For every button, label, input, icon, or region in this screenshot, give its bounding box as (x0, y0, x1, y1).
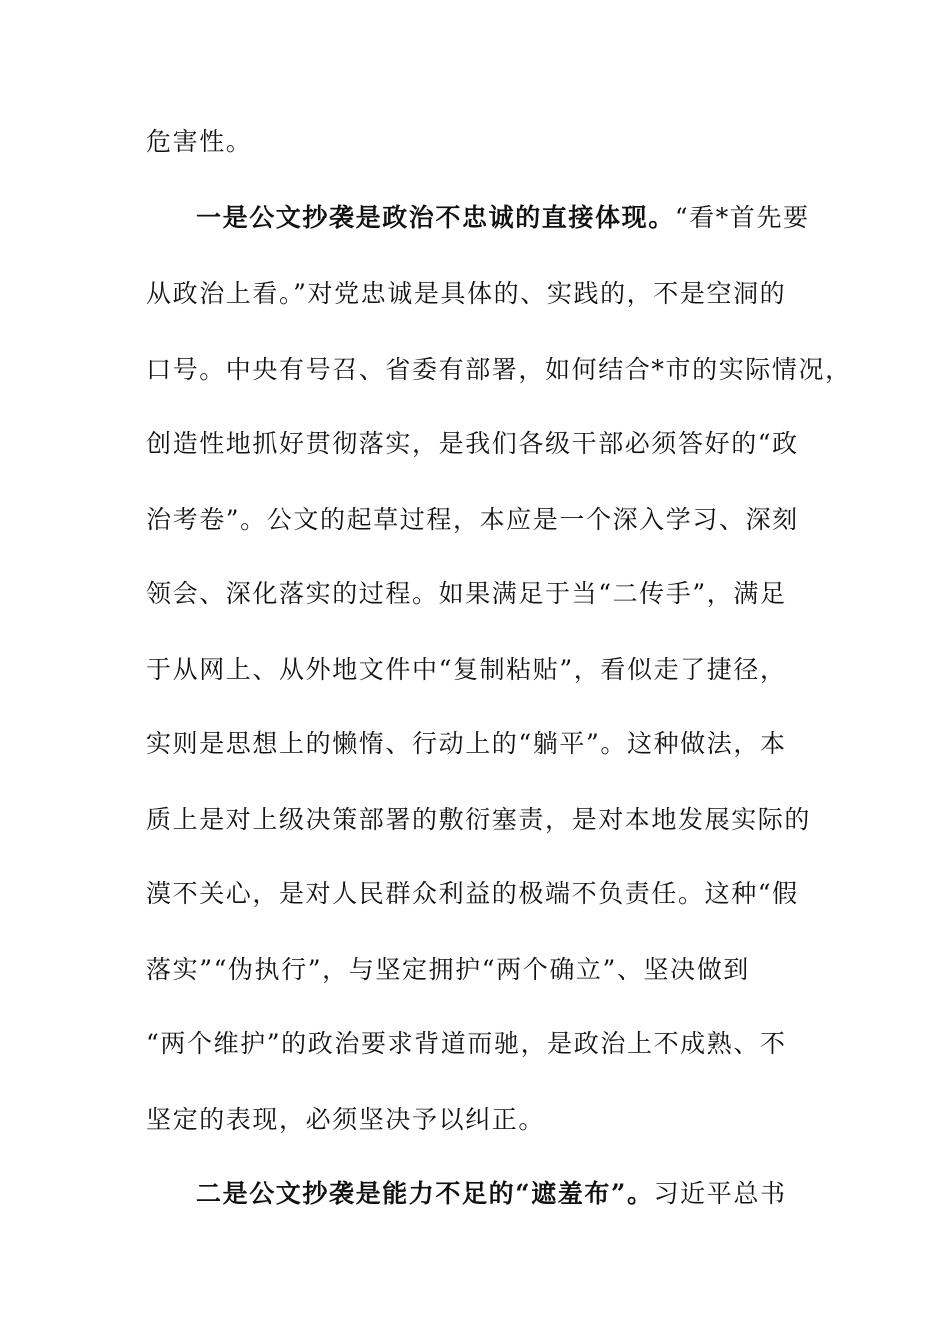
paragraph-2-first-line (196, 1178, 787, 1210)
line-text: 漠不关心，是对人民群众利益的极端不负责任。这种“假 (146, 879, 799, 908)
line-text: “两个维护”的政治要求背道而驰，是政治上不成熟、不 (146, 1029, 787, 1058)
text-line-8 (146, 654, 787, 686)
line-text: 治考卷”。公文的起草过程，本应是一个深入学习、深刻 (146, 505, 799, 534)
line-text: “看*首先要 (674, 203, 810, 232)
line-text: 于从网上、从外地文件中“复制粘贴”，看似走了捷径， (146, 655, 787, 684)
text-line-5 (146, 428, 799, 460)
text-line-6 (146, 504, 799, 536)
line-text: 创造性地抓好贯彻落实，是我们各级干部必须答好的“政 (146, 429, 799, 458)
text-line-1 (146, 126, 252, 158)
line-text: 从政治上看。”对党忠诚是具体的、实践的，不是空洞的 (146, 279, 787, 308)
line-text: 坚定的表现，必须坚决予以纠正。 (146, 1105, 546, 1134)
line-text: 实则是思想上的懒惰、行动上的“躺平”。这种做法，本 (146, 729, 787, 758)
line-text: 落实”“伪执行”，与坚定拥护“两个确立”、坚决做到 (146, 955, 750, 984)
text-line-10 (146, 804, 811, 836)
text-line-7 (146, 578, 787, 610)
text-line-9 (146, 728, 787, 760)
paragraph-1-heading: 一是公文抄袭是政治不忠诚的直接体现。 (196, 203, 675, 232)
line-text: 口号。中央有号召、省委有部署，如何结合*市的实际情况， (146, 355, 852, 384)
text-line-11 (146, 878, 799, 910)
text-line-12 (146, 954, 750, 986)
line-text: 领会、深化落实的过程。如果满足于当“二传手”，满足 (146, 579, 787, 608)
line-text: 习近平总书 (653, 1179, 787, 1208)
line-text: 危害性。 (146, 127, 253, 156)
paragraph-1-first-line (196, 202, 810, 234)
text-line-4 (146, 354, 852, 386)
text-line-3 (146, 278, 786, 310)
paragraph-2-heading: 二是公文抄袭是能力不足的“遮羞布”。 (196, 1179, 654, 1208)
text-line-14 (146, 1104, 545, 1136)
text-line-13 (146, 1028, 787, 1060)
line-text: 质上是对上级决策部署的敷衍塞责，是对本地发展实际的 (146, 805, 812, 834)
